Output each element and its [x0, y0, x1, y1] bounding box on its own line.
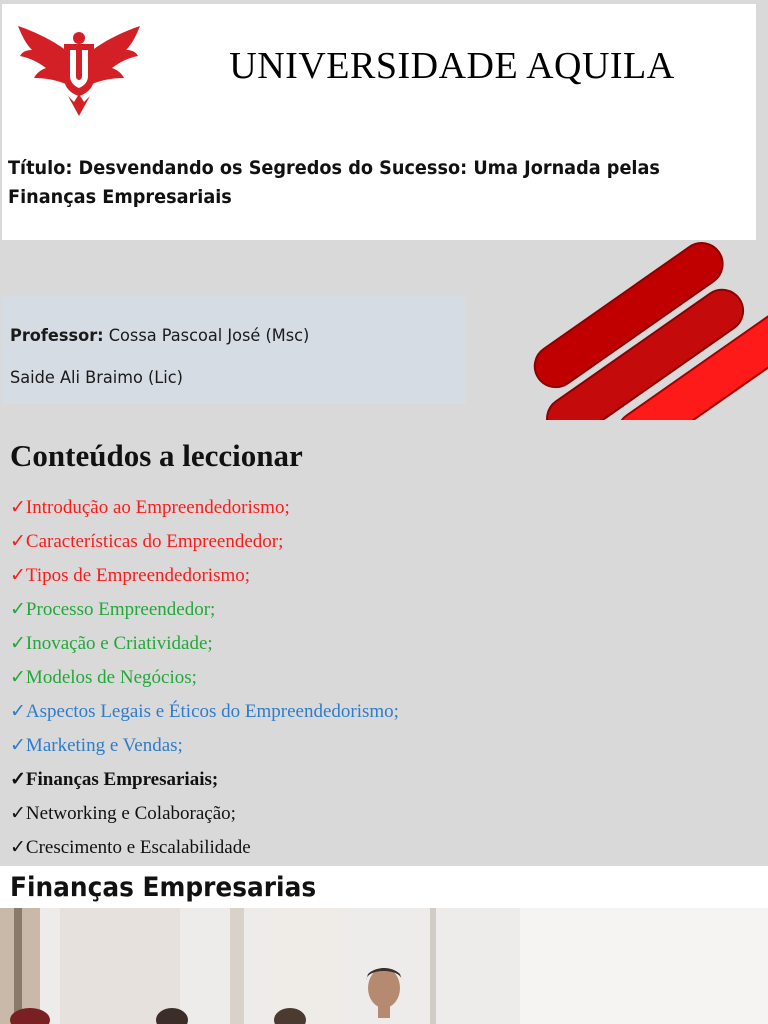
check-icon: ✓	[10, 667, 26, 688]
check-icon: ✓	[10, 497, 26, 518]
check-icon: ✓	[10, 701, 26, 722]
check-icon: ✓	[10, 633, 26, 654]
professor-name-1: Cossa Pascoal José (Msc)	[103, 326, 310, 346]
finance-section	[0, 866, 768, 1024]
professor-line-1	[10, 326, 309, 346]
header-card	[2, 4, 756, 240]
list-item: ✓Finanças Empresariais;	[10, 769, 219, 790]
eagle-icon	[16, 22, 142, 118]
professor-name-2: Saide Ali Braimo (Lic)	[10, 368, 183, 388]
check-icon: ✓	[10, 769, 26, 790]
list-item: ✓Crescimento e Escalabilidade	[10, 837, 251, 858]
professors-box	[2, 296, 466, 404]
check-icon: ✓	[10, 565, 26, 586]
office-photo	[0, 908, 768, 1024]
check-icon: ✓	[10, 599, 26, 620]
decorative-stripes	[520, 240, 768, 420]
list-item: ✓Inovação e Criatividade;	[10, 633, 213, 654]
document-title: Título: Desvendando os Segredos do Sucesso: Uma Jornada pelas Finanças Empresariais	[8, 157, 660, 208]
contents-list	[10, 494, 399, 868]
professor-label: Professor:	[10, 326, 104, 346]
finance-section-title: Finanças Empresarias	[10, 872, 317, 903]
list-item: ✓Networking e Colaboração;	[10, 803, 236, 824]
list-item: ✓Características do Empreendedor;	[10, 531, 284, 552]
list-item: ✓Aspectos Legais e Éticos do Empreendedorismo;	[10, 701, 399, 722]
list-item: ✓Tipos de Empreendedorismo;	[10, 565, 251, 586]
list-item: ✓Introdução ao Empreendedorismo;	[10, 497, 290, 518]
check-icon: ✓	[10, 803, 26, 824]
list-item: ✓Modelos de Negócios;	[10, 667, 197, 688]
university-name: UNIVERSIDADE AQUILA	[229, 45, 675, 87]
check-icon: ✓	[10, 837, 26, 858]
check-icon: ✓	[10, 531, 26, 552]
list-item: ✓Marketing e Vendas;	[10, 735, 183, 756]
contents-title: Conteúdos a leccionar	[10, 438, 303, 473]
list-item: ✓Processo Empreendedor;	[10, 599, 216, 620]
check-icon: ✓	[10, 735, 26, 756]
